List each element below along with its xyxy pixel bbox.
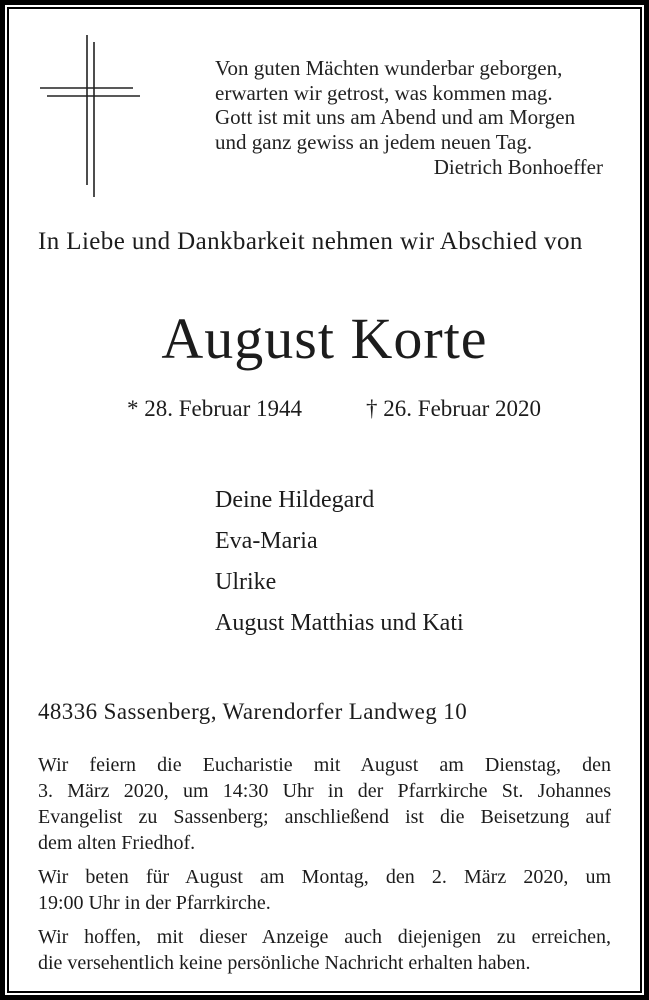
death-date: † 26. Februar 2020 [366, 396, 542, 421]
paragraph-line: Wir beten für August am Montag, den 2. März 2020, um [38, 866, 611, 888]
quote-text [215, 56, 603, 154]
deceased-name: August Korte [161, 306, 488, 371]
prayer-paragraph [38, 864, 611, 916]
paragraph-line: Wir hoffen, mit dieser Anzeige auch diejenigen zu erreichen, [38, 926, 611, 948]
paragraph-line: die versehentlich keine persönliche Nachricht erhalten haben. [38, 952, 531, 974]
quote-line: und ganz gewiss an jedem neuen Tag. [215, 129, 533, 154]
paragraph-line: Evangelist zu Sassenberg; anschließend ist die Beisetzung auf [38, 806, 611, 828]
opening-quote [215, 56, 603, 180]
eucharist-paragraph [38, 752, 611, 856]
paragraph-line: 3. März 2020, um 14:30 Uhr in der Pfarrkirche St. Johannes [38, 780, 611, 802]
birth-date: * 28. Februar 1944 [127, 396, 303, 421]
mourner-name: Deine Hildegard [215, 487, 375, 513]
quote-line: erwarten wir getrost, was kommen mag. [215, 80, 553, 105]
farewell-intro: In Liebe und Dankbarkeit nehmen wir Abschied von [38, 228, 583, 255]
mourners-list [215, 488, 464, 652]
quote-attribution: Dietrich Bonhoeffer [433, 155, 603, 179]
paragraph-line: Wir feiern die Eucharistie mit August am Dienstag, den [38, 754, 611, 776]
quote-line: Von guten Mächten wunderbar geborgen, [215, 56, 563, 80]
mourner-name: Eva-Maria [215, 528, 318, 554]
cross-icon [0, 0, 170, 210]
life-dates [127, 396, 541, 422]
mourner-name: August Matthias und Kati [215, 610, 464, 636]
address-line: 48336 Sassenberg, Warendorfer Landweg 10 [38, 699, 468, 724]
paragraph-line: dem alten Friedhof. [38, 832, 196, 854]
service-info [38, 752, 611, 984]
quote-line: Gott ist mit uns am Abend und am Morgen [215, 105, 576, 129]
apology-paragraph [38, 924, 611, 976]
paragraph-line: 19:00 Uhr in der Pfarrkirche. [38, 892, 271, 914]
mourner-name: Ulrike [215, 569, 277, 595]
